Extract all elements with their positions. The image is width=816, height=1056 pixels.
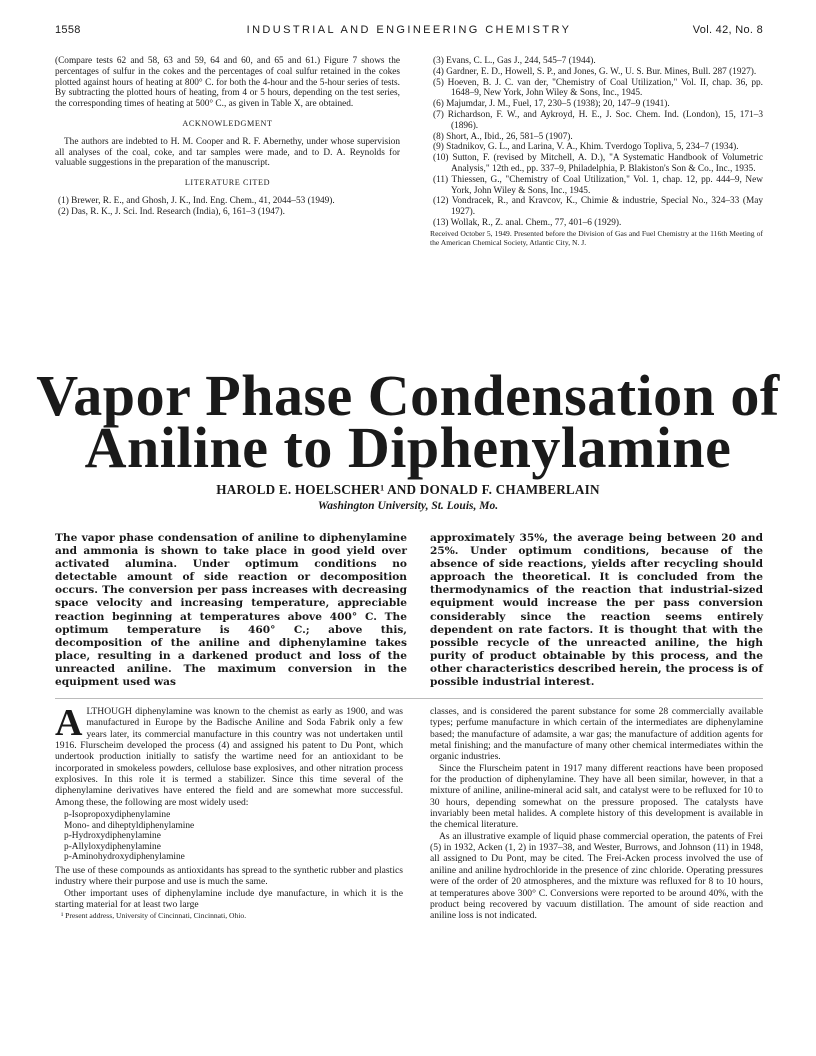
list-item: Mono- and diheptyldiphenylamine bbox=[64, 820, 195, 831]
drop-cap: A bbox=[55, 702, 83, 744]
page-number: 1558 bbox=[55, 24, 81, 36]
reference-item: (10) Sutton, F. (revised by Mitchell, A. D.), "A Systematic Handbook of Volumetric Analysis," 12th ed., pp. 337–9, Philadelphia, P. Blakiston's Son & Co., Inc., 1935. bbox=[433, 153, 763, 174]
reference-item: (7) Richardson, F. W., and Aykroyd, H. E., J. Soc. Chem. Ind. (London), 15, 171–3 (1896). bbox=[433, 109, 763, 131]
reference-item: (2) Das, R. K., J. Sci. Ind. Research (India), 6, 161–3 (1947). bbox=[58, 206, 285, 217]
reference-item: (13) Wollak, R., Z. anal. Chem., 77, 401–6 (1929). bbox=[433, 217, 622, 228]
body-right-column bbox=[430, 706, 763, 922]
journal-name: INDUSTRIAL AND ENGINEERING CHEMISTRY bbox=[246, 24, 572, 36]
top-left-column bbox=[55, 56, 400, 218]
reference-item: (3) Evans, C. L., Gas J., 244, 545–7 (1944). bbox=[433, 56, 596, 66]
body-paragraph: As an illustrative example of liquid phase commercial operation, the patents of Frei (5) in 1932, Acken (1, 2) in 1937–38, and Wester, Burrows, and Johnson (11) in 1948, all assigned to Du Pont, may be cited. The Frei-Acken process involved the use of aniline and aniline hydrochloride in the presence of zinc chloride. Operating pressures were of the order of 20 atmospheres, and the mixture was refluxed for 8 to 10 hours, at temperatures above 300° C. Conversions were reported to be around 40%, with the product being recovered by vacuum distillation. The amount of side reaction and aniline loss is not indicated. bbox=[430, 830, 763, 922]
intro-text: LTHOUGH diphenylamine was known to the chemist as early as 1900, and was manufactured in Europe by the Badische Aniline and Soda Fabrik only a few years later, its commercial manufacture in this country was not undertaken until 1916. Flurscheim developed the process (4) and assigned his patent to Du Pont, which undertook production initially to satisfy the wartime need for an antioxidant to be incorporated in smokeless powders, cellulose base explosives, and other nitration process explosives. In this role it is termed a stabilizer. Since this time several of the diphenylamine derivatives have entered the field and are somewhat more successful. Among these, the following are most widely used: bbox=[55, 706, 403, 808]
reference-item: (5) Hoeven, B. J. C. van der, "Chemistry of Coal Utilization," Vol. II, chap. 36, pp. 1648–9, New York, John Wiley & Sons, Inc., 1945. bbox=[433, 77, 763, 99]
list-item: p-Isopropoxydiphenylamine bbox=[64, 810, 171, 821]
list-item: p-Aminohydroxydiphenylamine bbox=[64, 852, 185, 863]
section-divider bbox=[55, 698, 763, 699]
acknowledgment-text: The authors are indebted to H. M. Cooper and R. F. Abernethy, under whose supervision all analyses of the coal, coke, and tar samples were made, and to D. A. Reynolds for valuable suggestions in the preparation of the manuscript. bbox=[55, 136, 400, 169]
acknowledgment-heading: ACKNOWLEDGMENT bbox=[182, 118, 273, 128]
reference-item: (6) Majumdar, J. M., Fuel, 17, 230–5 (1938); 20, 147–9 (1941). bbox=[433, 99, 670, 110]
running-header bbox=[55, 24, 763, 42]
literature-cited-heading: LITERATURE CITED bbox=[184, 178, 271, 188]
volume-issue: Vol. 42, No. 8 bbox=[692, 24, 763, 36]
article-title-line-1: Vapor Phase Condensation of bbox=[36, 363, 780, 428]
continued-paragraph: (Compare tests 62 and 58, 63 and 59, 64 and 60, and 65 and 61.) Figure 7 shows the percentages of sulfur in the cokes and the percentages of coal sulfur retained in the cokes plotted against hours of heating at 800° C. for both the 4-hour and the 5-hour series of tests. By subtracting the plotted hours of heating, from 4 or 5 hours, depending on the test series, the corresponding times of heating at 500° C., as given in Table X, are obtained. bbox=[55, 56, 400, 110]
abstract-left bbox=[55, 532, 407, 689]
reference-item: (9) Stadnikov, G. L., and Larina, V. A., Khim. Tverdogo Topliva, 5, 234–7 (1934). bbox=[433, 142, 739, 153]
article-authors: HAROLD E. HOELSCHER¹ AND DONALD F. CHAMBERLAIN bbox=[216, 482, 600, 497]
abstract-text-left: The vapor phase condensation of aniline to diphenylamine and ammonia is shown to take place in good yield over activated alumina. Under optimum conditions no detectable amount of side reaction or decomposition occurs. The conversion per pass increases with decreasing space velocity and increasing temperature, appreciable reaction beginning at temperatures above 400° C. The optimum temperature is 460° C.; above this, decomposition of the aniline and diphenylamine takes place, resulting in a darkened product and loss of the unreacted aniline. The maximum conversion in the equipment used was bbox=[55, 532, 407, 689]
body-paragraph: Other important uses of diphenylamine include dye manufacture, in which it is the starting material for at least two large bbox=[55, 887, 403, 911]
derivatives-list bbox=[64, 810, 403, 863]
body-paragraph: classes, and is considered the parent substance for some 28 commercially available types; perfume manufacture in which certain of the intermediates are diphenylamine based; the manufacture of adamsite, a war gas; the manufacture of addition agents for metal finishing; and the manufacture of many other chemical intermediates within the organic industries. bbox=[430, 706, 763, 763]
abstract-right bbox=[430, 532, 763, 689]
body-left-column bbox=[55, 702, 403, 921]
body-paragraph: Since the Flurscheim patent in 1917 many different reactions have been proposed for the production of diphenylamine. They have all been similar, however, in that a mixture of aniline, aniline-mineral acid salt, and catalyst were to be refluxed for 10 to 30 hours, depending somewhat on the pressure proposed. The catalysts have invariably been metal halides. A complete history of this development is available in the chemical literature. bbox=[430, 762, 763, 831]
abstract-text-right: approximately 35%, the average being between 20 and 25%. Under optimum conditions, because of the absence of side reactions, yields after recycling should approach the theoretical. It is concluded from the thermodynamics of the reaction that industrial-sized equipment would increase the per pass conversion considerably since the reaction seems entirely dependent on rate factors. It is thought that with the possible recycle of the unreacted aniline, the high purity of product obtainable by this process, and the other characteristics described herein, the process is of possible industrial interest. bbox=[430, 532, 763, 689]
reference-item: (12) Vondracek, R., and Kravcov, K., Chimie & industrie, Special No., 324–33 (May 1927). bbox=[433, 196, 763, 218]
footnote: ¹ Present address, University of Cincinnati, Cincinnati, Ohio. bbox=[61, 911, 247, 921]
intro-paragraph bbox=[55, 702, 403, 808]
article-title-line-2: Aniline to Diphenylamine bbox=[84, 415, 732, 480]
body-paragraph: The use of these compounds as antioxidants has spread to the synthetic rubber and plastics industry where their purpose and use is much the same. bbox=[55, 865, 403, 888]
received-note: Received October 5, 1949. Presented before the Division of Gas and Fuel Chemistry at the 116th Meeting of the American Chemical Society, Atlantic City, N. J. bbox=[430, 228, 763, 247]
reference-item: (1) Brewer, R. E., and Ghosh, J. K., Ind. Eng. Chem., 41, 2044–53 (1949). bbox=[58, 195, 335, 206]
reference-item: (8) Short, A., Ibid., 26, 581–5 (1907). bbox=[433, 131, 573, 142]
list-item: p-Allyloxydiphenylamine bbox=[64, 841, 161, 852]
article-affiliation: Washington University, St. Louis, Mo. bbox=[317, 500, 499, 512]
reference-item: (11) Thiessen, G., "Chemistry of Coal Utilization," Vol. 1, chap. 12, pp. 444–9, New York, John Wiley & Sons, Inc., 1945. bbox=[433, 174, 763, 196]
list-item: p-Hydroxydiphenylamine bbox=[64, 831, 161, 842]
reference-item: (4) Gardner, E. D., Howell, S. P., and Jones, G. W., U. S. Bur. Mines, Bull. 287 (1927). bbox=[433, 66, 757, 77]
top-right-column bbox=[430, 56, 763, 247]
